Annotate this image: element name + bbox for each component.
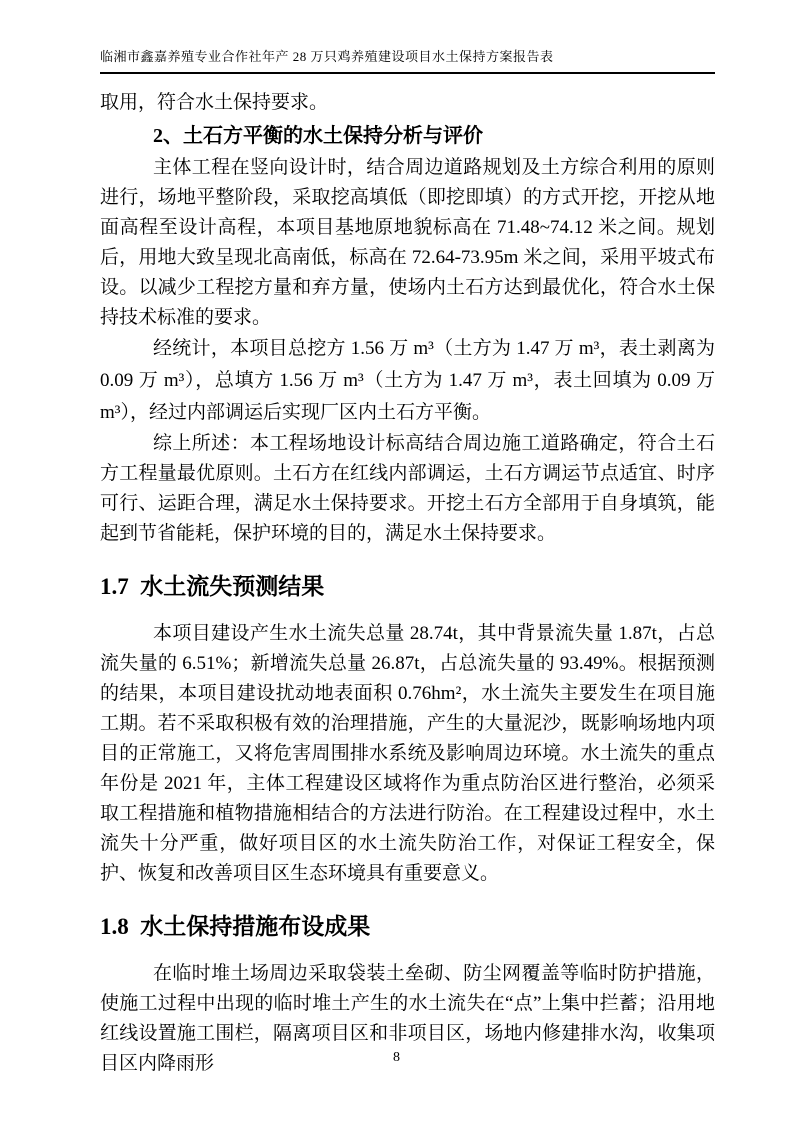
paragraph-erosion-prediction: 本项目建设产生水土流失总量 28.74t，其中背景流失量 1.87t，占总流失量的 6.51%；新增流失总量 26.87t，占总流失量的 93.49%。根据预测的结果，本项目建设扰动地表面积 0.76hm²，水土流失主要发生在项目施工期。若不采取积极有效的治理措施，产生的大量泥沙，既影响场地内项目的正常施工，又将危害周围排水系统及影响周边环境。水土流失的重点年份是 2021 年，主体工程建设区域将作为重点防治区进行整治，必须采取工程措施和植物措施相结合的方法进行防治。在工程建设过程中，水土流失十分严重，做好项目区的水土流失防治工作，对保证工程安全，保护、恢复和改善项目区生态环境具有重要意义。 (100, 623, 715, 884)
subheading-earthwork-balance: 2、土石方平衡的水土保持分析与评价 (153, 125, 483, 147)
paragraph-summary: 综上所述：本工程场地设计标高结合周边施工道路确定，符合土石方工程量最优原则。土石方在红线内部调运，土石方调运节点适宜、时序可行、运距合理，满足水土保持要求。开挖土石方全部用于自身填筑，能起到节省能耗，保护环境的目的，满足水土保持要求。 (100, 433, 715, 544)
page-number: 8 (393, 1050, 400, 1065)
header-title: 临湘市鑫嘉养殖专业合作社年产 28 万只鸡养殖建设项目水土保持方案报告表 (100, 49, 554, 64)
section-heading-1-8: 1.8 水土保持措施布设成果 (100, 914, 371, 939)
paragraph-earthwork-statistics: 经统计，本项目总挖方 1.56 万 m³（土方为 1.47 万 m³，表土剥离为 0.09 万 m³），总填方 1.56 万 m³（土方为 1.47 万 m³，表土回填为 0.09 万 m³），经过内部调运后实现厂区内土石方平衡。 (100, 338, 715, 423)
section-heading-1-7: 1.7 水土流失预测结果 (100, 574, 325, 599)
page-footer (0, 1050, 793, 1066)
paragraph-carryover: 取用，符合水土保持要求。 (100, 92, 329, 113)
paragraph-temporary-measures: 在临时堆土场周边采取袋装土垒砌、防尘网覆盖等临时防护措施，使施工过程中出现的临时堆土产生的水土流失在“点”上集中拦蓄；沿用地红线设置施工围栏，隔离项目区和非项目区，场地内修建排水沟，收集项目区内降雨形 (100, 963, 715, 1074)
document-body (100, 88, 715, 1079)
paragraph-vertical-design: 主体工程在竖向设计时，结合周边道路规划及土方综合利用的原则进行，场地平整阶段，采取挖高填低（即挖即填）的方式开挖，开挖从地面高程至设计高程，本项目基地原地貌标高在 71.48~74.12 米之间。规划后，用地大致呈现北高南低，标高在 72.64-73.95m 米之间，采用平坡式布设。以减少工程挖方量和弃方量，使场内土石方达到最优化，符合水土保持技术标准的要求。 (100, 157, 715, 328)
page-header (100, 46, 715, 74)
